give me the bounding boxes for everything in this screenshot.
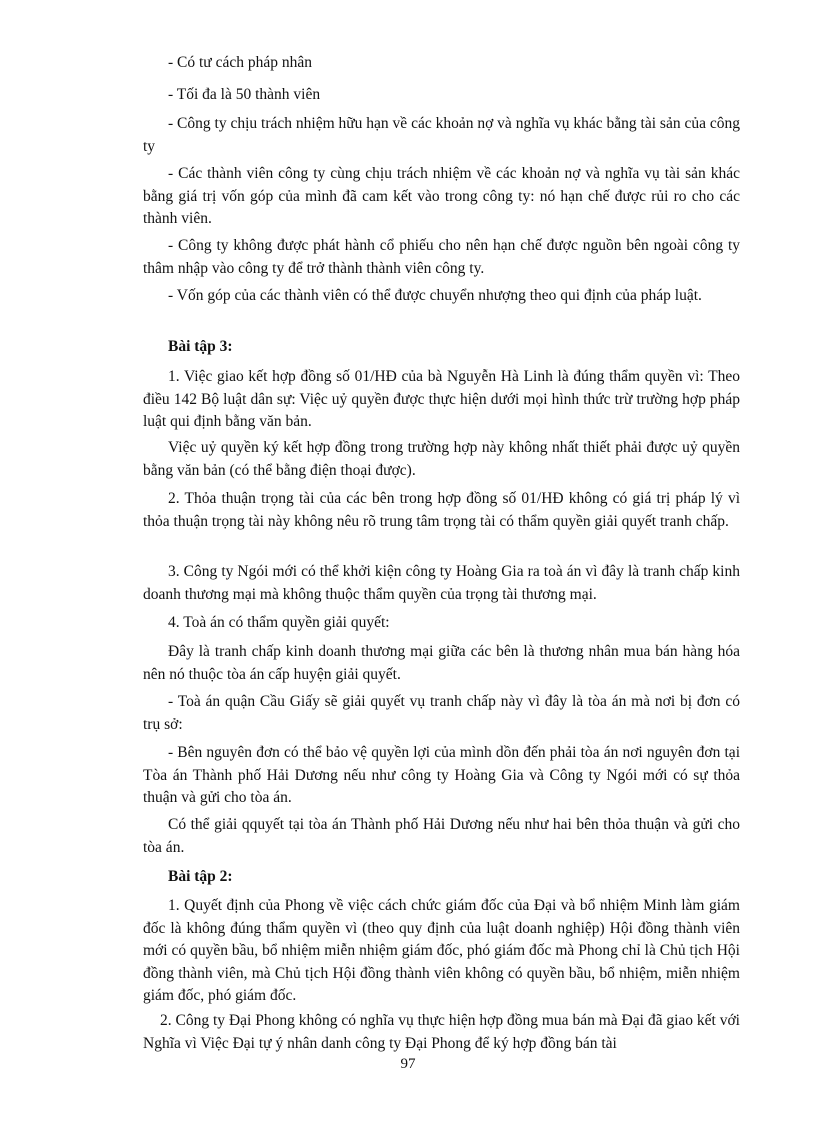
paragraph-19: 2. Công ty Đại Phong không có nghĩa vụ thực hiện hợp đồng mua bán mà Đại đã giao kết với Nghĩa vì Việc Đại tự ý nhân danh công ty Đại Phong để ký hợp đồng bán tài (143, 1012, 740, 1052)
paragraph-15: - Bên nguyên đơn có thể bảo vệ quyền lợi của mình dồn đến phải tòa án nơi nguyên đơn tại Tòa án Thành phố Hải Dương nếu như công ty Hoàng Gia và Công ty Ngói mới có sự thỏa thuận và gửi cho tòa án. (143, 744, 740, 806)
paragraph-16: Có thể giải qquyết tại tòa án Thành phố Hải Dương nếu như hai bên thỏa thuận và gửi cho tòa án. (143, 816, 740, 856)
paragraph-3: - Công ty chịu trách nhiệm hữu hạn về các khoản nợ và nghĩa vụ khác bằng tài sản của công ty (143, 115, 740, 155)
paragraph-6: - Vốn góp của các thành viên có thể được chuyển nhượng theo qui định của pháp luật. (168, 287, 702, 304)
paragraph-13: Đây là tranh chấp kinh doanh thương mại giữa các bên là thương nhân mua bán hàng hóa nên nó thuộc tòa án cấp huyện giải quyết. (143, 643, 740, 683)
paragraph-8: 1. Việc giao kết hợp đồng số 01/HĐ của bà Nguyễn Hà Linh là đúng thẩm quyền vì: Theo điều 142 Bộ luật dân sự: Việc uỷ quyền được thực hiện dưới mọi hình thức trừ trường hợp pháp luật qui định bằng văn bản. (143, 368, 740, 430)
page-number: 97 (400, 1056, 416, 1072)
paragraph-18: 1. Quyết định của Phong về việc cách chức giám đốc của Đại và bổ nhiệm Minh làm giám đốc là không đúng thẩm quyền vì (theo quy định của luật doanh nghiệp) Hội đồng thành viên mới có quyền bầu, bổ nhiệm miễn nhiệm giám đốc, phó giám đốc mà Phong chỉ là Chủ tịch Hội đồng thành viên, mà Chủ tịch Hội đồng thành viên không có quyền bầu, bổ nhiệm, miễn nhiệm giám đốc, phó giám đốc. (143, 897, 740, 1004)
paragraph-12: 4. Toà án có thẩm quyền giải quyết: (168, 614, 390, 631)
paragraph-14: - Toà án quận Cầu Giấy sẽ giải quyết vụ tranh chấp này vì đây là tòa án mà nơi bị đơn có trụ sở: (143, 693, 740, 733)
paragraph-10: 2. Thỏa thuận trọng tài của các bên trong hợp đồng số 01/HĐ không có giá trị pháp lý vì thỏa thuận trọng tài này không nêu rõ trung tâm trọng tài có thẩm quyền giải quyết tranh chấp. (143, 490, 740, 530)
exercise-2-heading: Bài tập 2: (168, 868, 233, 885)
paragraph-11: 3. Công ty Ngói mới có thể khởi kiện công ty Hoàng Gia ra toà án vì đây là tranh chấp kinh doanh thương mại mà không thuộc thẩm quyền của trọng tài thương mại. (143, 563, 740, 603)
paragraph-9: Việc uỷ quyền ký kết hợp đồng trong trường hợp này không nhất thiết phải được uỷ quyền bằng văn bản (có thể bằng điện thoại được). (143, 439, 740, 479)
paragraph-2: - Tối đa là 50 thành viên (168, 86, 321, 103)
paragraph-4: - Các thành viên công ty cùng chịu trách nhiệm về các khoản nợ và nghĩa vụ tài sản khác bằng giá trị vốn góp của mình đã cam kết vào trong công ty: nó hạn chế được rủi ro cho các thành viên. (143, 165, 740, 227)
paragraph-1: - Có tư cách pháp nhân (168, 54, 312, 71)
paragraph-5: - Công ty không được phát hành cổ phiếu cho nên hạn chế được nguồn bên ngoài công ty thâm nhập vào công ty để trở thành thành viên công ty. (143, 237, 740, 277)
exercise-3-heading: Bài tập 3: (168, 338, 233, 355)
